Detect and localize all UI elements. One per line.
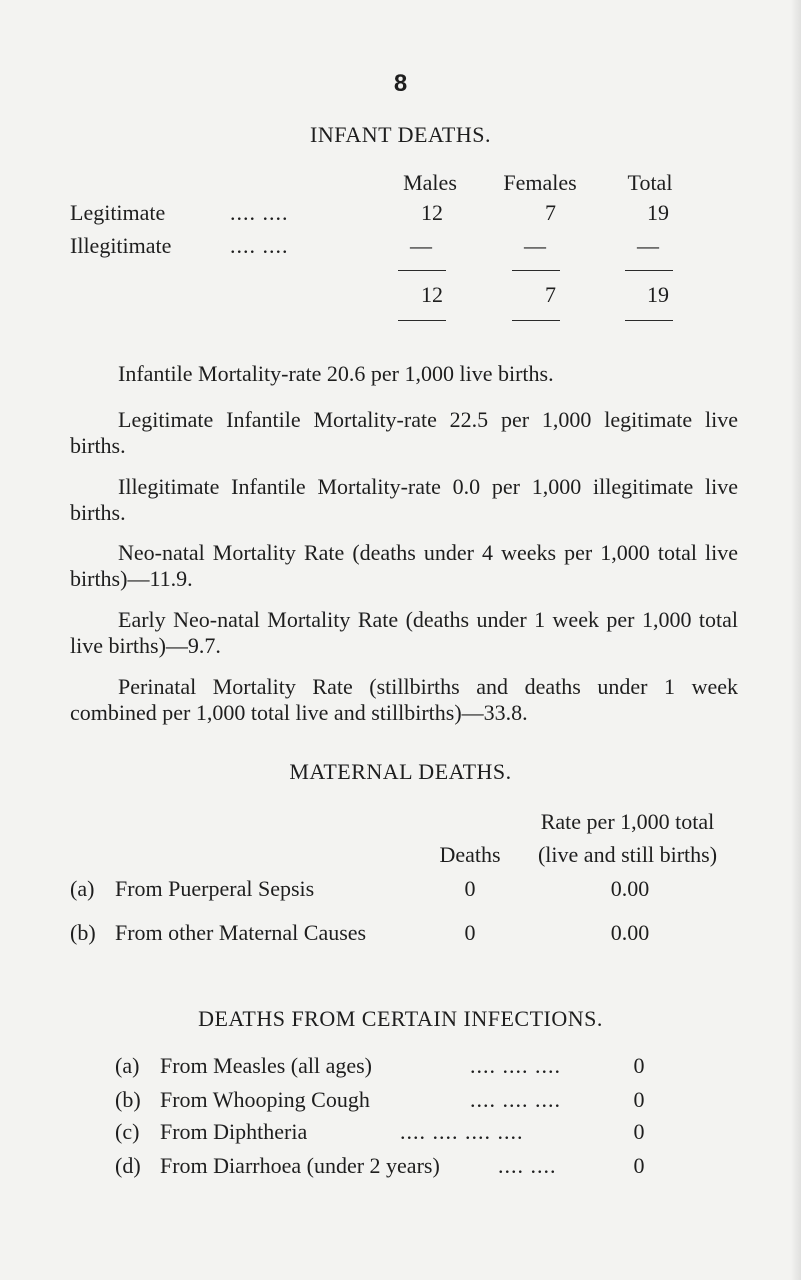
row-label: Legitimate [70, 200, 166, 225]
row-marker: (a) [115, 1053, 140, 1078]
rate-header-line1: Rate per 1,000 total [540, 809, 715, 834]
page-edge-shadow [791, 0, 801, 1280]
row-label: From Puerperal Sepsis [115, 876, 315, 901]
row-value: 0 [633, 1053, 645, 1078]
row-label: From Diarrhoea (under 2 years) [160, 1153, 440, 1178]
subtotal-rule [625, 270, 673, 271]
header-total: Total [627, 170, 673, 195]
row-label: From Whooping Cough [160, 1087, 370, 1112]
total-value: — [637, 233, 659, 258]
early-neonatal-mortality-paragraph: Early Neo-natal Mortality Rate (deaths under 1 week per 1,000 total live births)—9.7. [70, 607, 738, 658]
infantile-mortality-paragraph: Infantile Mortality-rate 20.6 per 1,000 live births. [118, 361, 554, 386]
row-marker: (d) [115, 1153, 141, 1178]
total-rule [512, 320, 560, 321]
males-value: 12 [421, 200, 443, 225]
row-label: Illegitimate [70, 233, 172, 258]
infant-deaths-title: INFANT DEATHS. [310, 122, 491, 147]
total-rule [625, 320, 673, 321]
row-leader: .... .... .... .... [400, 1119, 524, 1144]
row-marker: (c) [115, 1119, 140, 1144]
females-value: 7 [545, 200, 556, 225]
row-value: 0 [633, 1153, 645, 1178]
row-value: 0 [633, 1119, 645, 1144]
subtotal-rule [398, 270, 446, 271]
maternal-deaths-title: MATERNAL DEATHS. [289, 759, 512, 784]
row-leader: .... .... .... [470, 1053, 561, 1078]
row-label: From Measles (all ages) [160, 1053, 372, 1078]
illegitimate-mortality-paragraph: Illegitimate Infantile Mortality-rate 0.0 per 1,000 illegitimate live births. [70, 474, 738, 525]
row-leader: .... .... [498, 1153, 557, 1178]
females-value: — [524, 233, 546, 258]
total-males: 12 [421, 282, 443, 307]
page-number: 8 [393, 70, 408, 97]
rate-header-line2: (live and still births) [537, 842, 718, 867]
deaths-value: 0 [464, 920, 476, 945]
row-marker: (b) [70, 920, 96, 945]
row-marker: (a) [70, 876, 95, 901]
header-females: Females [503, 170, 577, 195]
row-value: 0 [633, 1087, 645, 1112]
males-value: — [410, 233, 432, 258]
rate-value: 0.00 [610, 920, 650, 945]
subtotal-rule [512, 270, 560, 271]
total-value: 19 [647, 200, 669, 225]
total-total: 19 [647, 282, 669, 307]
row-marker: (b) [115, 1087, 141, 1112]
row-leader: .... .... .... [470, 1087, 561, 1112]
total-rule [398, 320, 446, 321]
rate-value: 0.00 [610, 876, 650, 901]
neonatal-mortality-paragraph: Neo-natal Mortality Rate (deaths under 4 weeks per 1,000 total live births)—11.9. [70, 540, 738, 591]
row-leader: .... .... [230, 200, 289, 225]
header-males: Males [403, 170, 457, 195]
deaths-value: 0 [464, 876, 476, 901]
total-females: 7 [545, 282, 556, 307]
row-label: From other Maternal Causes [115, 920, 367, 945]
row-leader: .... .... [230, 233, 289, 258]
deaths-header: Deaths [439, 842, 501, 867]
row-label: From Diphtheria [160, 1119, 308, 1144]
infection-deaths-title: DEATHS FROM CERTAIN INFECTIONS. [198, 1006, 603, 1031]
legitimate-mortality-paragraph: Legitimate Infantile Mortality-rate 22.5 per 1,000 legitimate live births. [70, 407, 738, 458]
perinatal-mortality-paragraph: Perinatal Mortality Rate (stillbirths and deaths under 1 week combined per 1,000 total live and stillbirths)—33.8. [70, 674, 738, 725]
